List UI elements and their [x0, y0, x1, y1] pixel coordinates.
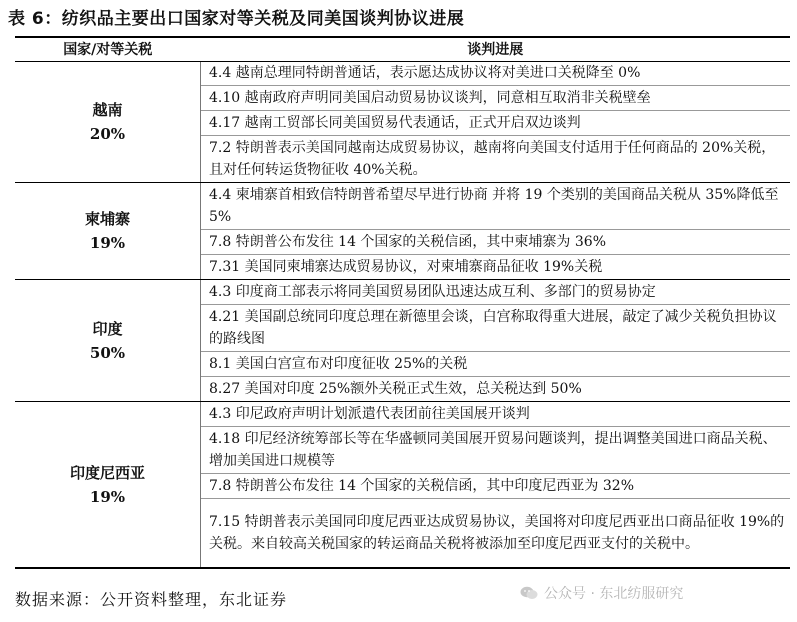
- country-rate: 20%: [89, 125, 126, 143]
- progress-item: 4.4 柬埔寨首相致信特朗普希望尽早进行协商 并将 19 个类别的美国商品关税从 35%降低至 5%: [201, 183, 791, 230]
- progress-item: 7.31 美国同柬埔寨达成贸易协议，对柬埔寨商品征收 19%关税: [201, 255, 791, 280]
- progress-item: 4.3 印度商工部表示将同美国贸易团队迅速达成互利、多部门的贸易协定: [201, 280, 791, 305]
- progress-item: 4.17 越南工贸部长同美国贸易代表通话，正式开启双边谈判: [201, 111, 791, 136]
- wechat-icon: [520, 586, 538, 600]
- country-rate: 19%: [89, 487, 126, 506]
- country-cell-india: [15, 280, 201, 402]
- progress-item: 7.8 特朗普公布发往 14 个国家的关税信函，其中柬埔寨为 36%: [201, 230, 791, 255]
- header-progress: 谈判进展: [201, 37, 791, 62]
- country-name: 柬埔寨: [84, 210, 130, 228]
- table-row: [15, 183, 790, 230]
- progress-item: 7.15 特朗普表示美国同印度尼西亚达成贸易协议，美国将对印度尼西亚出口商品征收 19%的关税。来自较高关税国家的转运商品关税将被添加至印度尼西亚支付的关税中。: [201, 499, 791, 569]
- country-cell-vietnam: [15, 62, 201, 183]
- progress-item: 7.8 特朗普公布发往 14 个国家的关税信函，其中印度尼西亚为 32%: [201, 474, 791, 499]
- progress-item: 4.21 美国副总统同印度总理在新德里会谈，白宫称取得重大进展，敲定了减少关税负担协议的路线图: [201, 305, 791, 352]
- progress-item: 4.3 印尼政府声明计划派遣代表团前往美国展开谈判: [201, 402, 791, 427]
- progress-item: 8.27 美国对印度 25%额外关税正式生效，总关税达到 50%: [201, 377, 791, 402]
- progress-item: 7.2 特朗普表示美国同越南达成贸易协议，越南将向美国支付适用于任何商品的 20%关税，且对任何转运货物征收 40%关税。: [201, 136, 791, 183]
- table-title: 表 6：纺织品主要出口国家对等关税及同美国谈判协议进展: [8, 9, 465, 29]
- country-name: 越南: [92, 101, 123, 119]
- country-cell-indonesia: [15, 402, 201, 569]
- header-row: [15, 37, 790, 62]
- header-country: 国家/对等关税: [15, 37, 201, 62]
- country-rate: 50%: [89, 343, 126, 362]
- progress-item: 8.1 美国白宫宣布对印度征收 25%的关税: [201, 352, 791, 377]
- progress-item: 4.4 越南总理同特朗普通话，表示愿达成协议将对美进口关税降至 0%: [201, 62, 791, 86]
- source-note: 数据来源：公开资料整理，东北证券: [15, 590, 288, 609]
- country-cell-cambodia: [15, 183, 201, 280]
- negotiation-table: [15, 37, 790, 569]
- country-name: 印度: [92, 319, 123, 338]
- watermark-text: 公众号 · 东北纺服研究: [544, 586, 684, 602]
- table-row: [15, 402, 790, 427]
- table-row: [15, 280, 790, 305]
- country-name: 印度尼西亚: [69, 463, 145, 482]
- progress-item: 4.18 印尼经济统筹部长等在华盛顿同美国展开贸易问题谈判，提出调整美国进口商品关税、增加美国进口规模等: [201, 427, 791, 474]
- table-row: [15, 62, 790, 86]
- country-rate: 19%: [89, 234, 126, 252]
- progress-item: 4.10 越南政府声明同美国启动贸易协议谈判，同意相互取消非关税壁垒: [201, 86, 791, 111]
- watermark: [520, 583, 683, 603]
